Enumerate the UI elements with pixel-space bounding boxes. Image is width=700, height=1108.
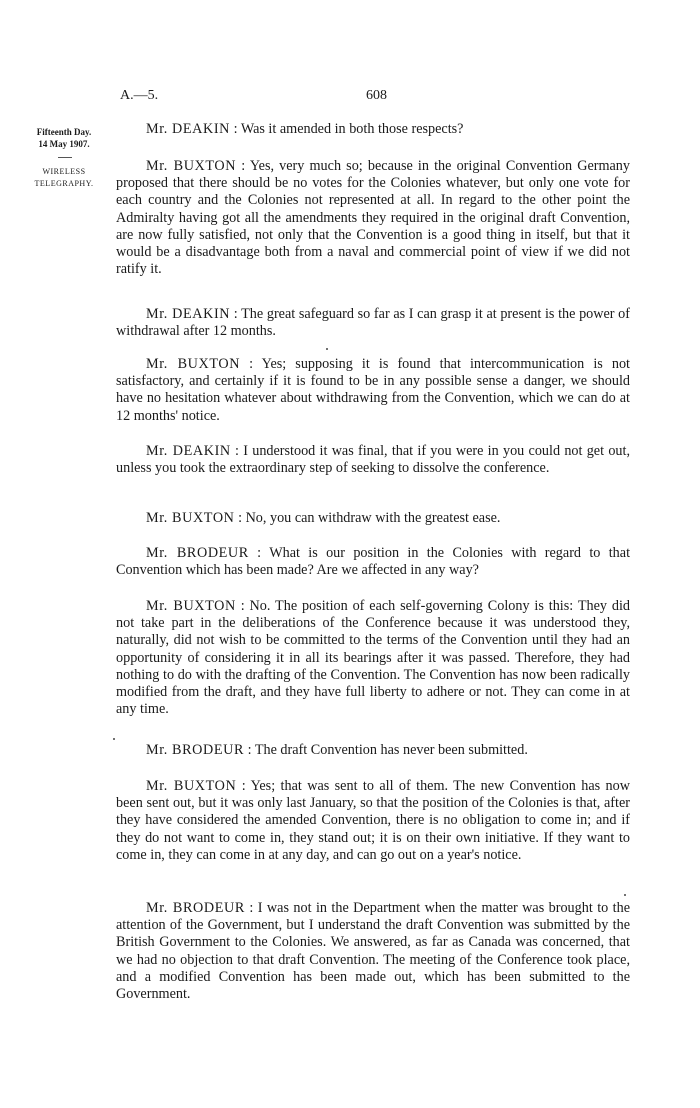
- paragraph: Mr. BUXTON : No, you can withdraw with the greatest ease.: [146, 510, 501, 526]
- paragraph: Mr. DEAKIN : Was it amended in both those respects?: [146, 121, 464, 137]
- speaker-name: Mr. BUXTON: [146, 158, 237, 174]
- paragraph: Mr. DEAKIN : I understood it was final, that if you were in you could not get out, unless you took the extraordinary step of seeking to dissolve the conference.: [116, 443, 630, 477]
- speaker-name: Mr. BRODEUR: [146, 742, 245, 758]
- speaker-name: Mr. BRODEUR: [146, 545, 249, 561]
- speaker-name: Mr. BRODEUR: [146, 900, 245, 916]
- speech-text: No. The position of each self-governing Colony is this: They did not take part in the deliberations of the Conference because it was understood they, naturally, did not wish to be committed to the terms of the Convention until they had an opportunity of considering it in all its bearings after it was passed. Therefore, they had nothing to do with the drafting of the Convention. The Convention has now been radically modified from the draft, and they have full liberty to adhere or not. They can come in at any time.: [116, 598, 630, 718]
- paragraph: Mr. BUXTON : No. The position of each self-governing Colony is this: They did not take part in the deliberations of the Conference because it was understood they, naturally, did not wish to be committed to the terms of the Convention until they had an opportunity of considering it in all its bearings after it was passed. Therefore, they had nothing to do with the drafting of the Convention. The Convention has now been radically modified from the draft, and they have full liberty to adhere or not. They can come in at any time.: [116, 598, 630, 718]
- margin-topic-line2: TELEGRAPHY.: [34, 179, 94, 188]
- speaker-name: Mr. DEAKIN: [146, 306, 231, 322]
- speaker-name: Mr. BUXTON: [146, 356, 241, 372]
- margin-topic-line1: WIRELESS: [42, 167, 86, 176]
- paragraph: Mr. BUXTON : Yes, very much so; because in the original Convention Germany proposed that there should be no votes for the Colonies whatever, but only one vote for each country and the Colonies not represented at all. In regard to the other point the Admiralty having got all the amendments they required in the original draft Convention, are now fully satisfied, not only that the Convention is a good thing in itself, but that it would be a disadvantage both from a naval and commercial point of view if we did not ratify it.: [116, 158, 630, 278]
- paragraph: Mr. BUXTON : Yes; supposing it is found that intercommunication is not satisfactory, and certainly if it is found to be in any possible sense a danger, we should have no hesitation whatever about withdrawing from the Convention, which we can do at 12 months' notice.: [116, 356, 630, 424]
- speech-text: I was not in the Department when the matter was brought to the attention of the Government, but I understand the draft Convention was submitted by the British Government to the Colonies. We answered, as far as Canada was concerned, that we had no objection to that draft Convention. The meeting of the Conference took place, and a modified Convention has been made out, which has been submitted to the Government.: [116, 900, 631, 1003]
- speech-text: I understood it was final, that if you were in you could not get out, unless you took the extraordinary step of seeking to dissolve the conference.: [116, 443, 630, 477]
- margin-day: Fifteenth Day.: [36, 127, 92, 137]
- speaker-name: Mr. DEAKIN: [146, 443, 231, 459]
- speech-text: The great safeguard so far as I can grasp it at present is the power of withdrawal after 12 months.: [116, 306, 630, 340]
- margin-date-note: [30, 126, 98, 150]
- speaker-name: Mr. BUXTON: [146, 778, 237, 794]
- speech-text: What is our position in the Colonies with regard to that Convention which has been made? Are we affected in any way?: [116, 545, 631, 579]
- speaker-name: Mr. BUXTON: [146, 598, 236, 614]
- print-speck: [113, 738, 115, 740]
- speaker-name: Mr. BUXTON: [146, 510, 235, 526]
- speech-text: Yes; supposing it is found that intercommunication is not satisfactory, and certainly if it is found to be in any possible sense a danger, we should have no hesitation whatever about withdrawing from the Convention, which we can do at 12 months' notice.: [116, 356, 630, 424]
- speech-text: The draft Convention has never been submitted.: [254, 742, 528, 758]
- paragraph: Mr. BRODEUR : The draft Convention has never been submitted.: [146, 742, 528, 758]
- print-speck: [326, 348, 328, 350]
- margin-topic-note: [30, 166, 98, 190]
- speech-text: No, you can withdraw with the greatest ease.: [245, 510, 501, 526]
- paragraph: Mr. BRODEUR : What is our position in the Colonies with regard to that Convention which has been made? Are we affected in any way?: [116, 545, 631, 579]
- paragraph: Mr. BRODEUR : I was not in the Department when the matter was brought to the attention of the Government, but I understand the draft Convention was submitted by the British Government to the Colonies. We answered, as far as Canada was concerned, that we had no objection to that draft Convention. The meeting of the Conference took place, and a modified Convention has been made out, which has been submitted to the Government.: [116, 900, 631, 1003]
- speech-text: Was it amended in both those respects?: [240, 121, 464, 137]
- paragraph: Mr. BUXTON : Yes; that was sent to all of them. The new Convention has now been sent out, but it was only last January, so that the position of the Colonies is that, after they have considered the amended Convention, there is no obligation to come in; and if they do not want to come in, they stand out; it is on their own initiative. If they want to come in, they can come in at any day, and can go out on a year's notice.: [116, 778, 630, 863]
- margin-divider: [58, 157, 72, 158]
- document-reference: A.—5.: [120, 88, 159, 103]
- margin-date: 14 May 1907.: [38, 139, 90, 149]
- speech-text: Yes; that was sent to all of them. The new Convention has now been sent out, but it was only last January, so that the position of the Colonies is that, after they have considered the amended Convention, there is no obligation to come in; and if they do not want to come in, they stand out; it is on their own initiative. If they want to come in, they can come in at any day, and can go out on a year's notice.: [116, 778, 630, 863]
- speech-text: Yes, very much so; because in the original Convention Germany proposed that there should be no votes for the Colonies whatever, but only one vote for each country and the Colonies not represented at all. In regard to the other point the Admiralty having got all the amendments they required in the original draft Convention, are now fully satisfied, not only that the Convention is a good thing in itself, but that it would be a disadvantage both from a naval and commercial point of view if we did not ratify it.: [116, 158, 630, 278]
- speaker-name: Mr. DEAKIN: [146, 121, 231, 137]
- paragraph: Mr. DEAKIN : The great safeguard so far as I can grasp it at present is the power of withdrawal after 12 months.: [116, 306, 630, 340]
- page-number: 608: [366, 88, 387, 103]
- print-speck: [624, 894, 626, 896]
